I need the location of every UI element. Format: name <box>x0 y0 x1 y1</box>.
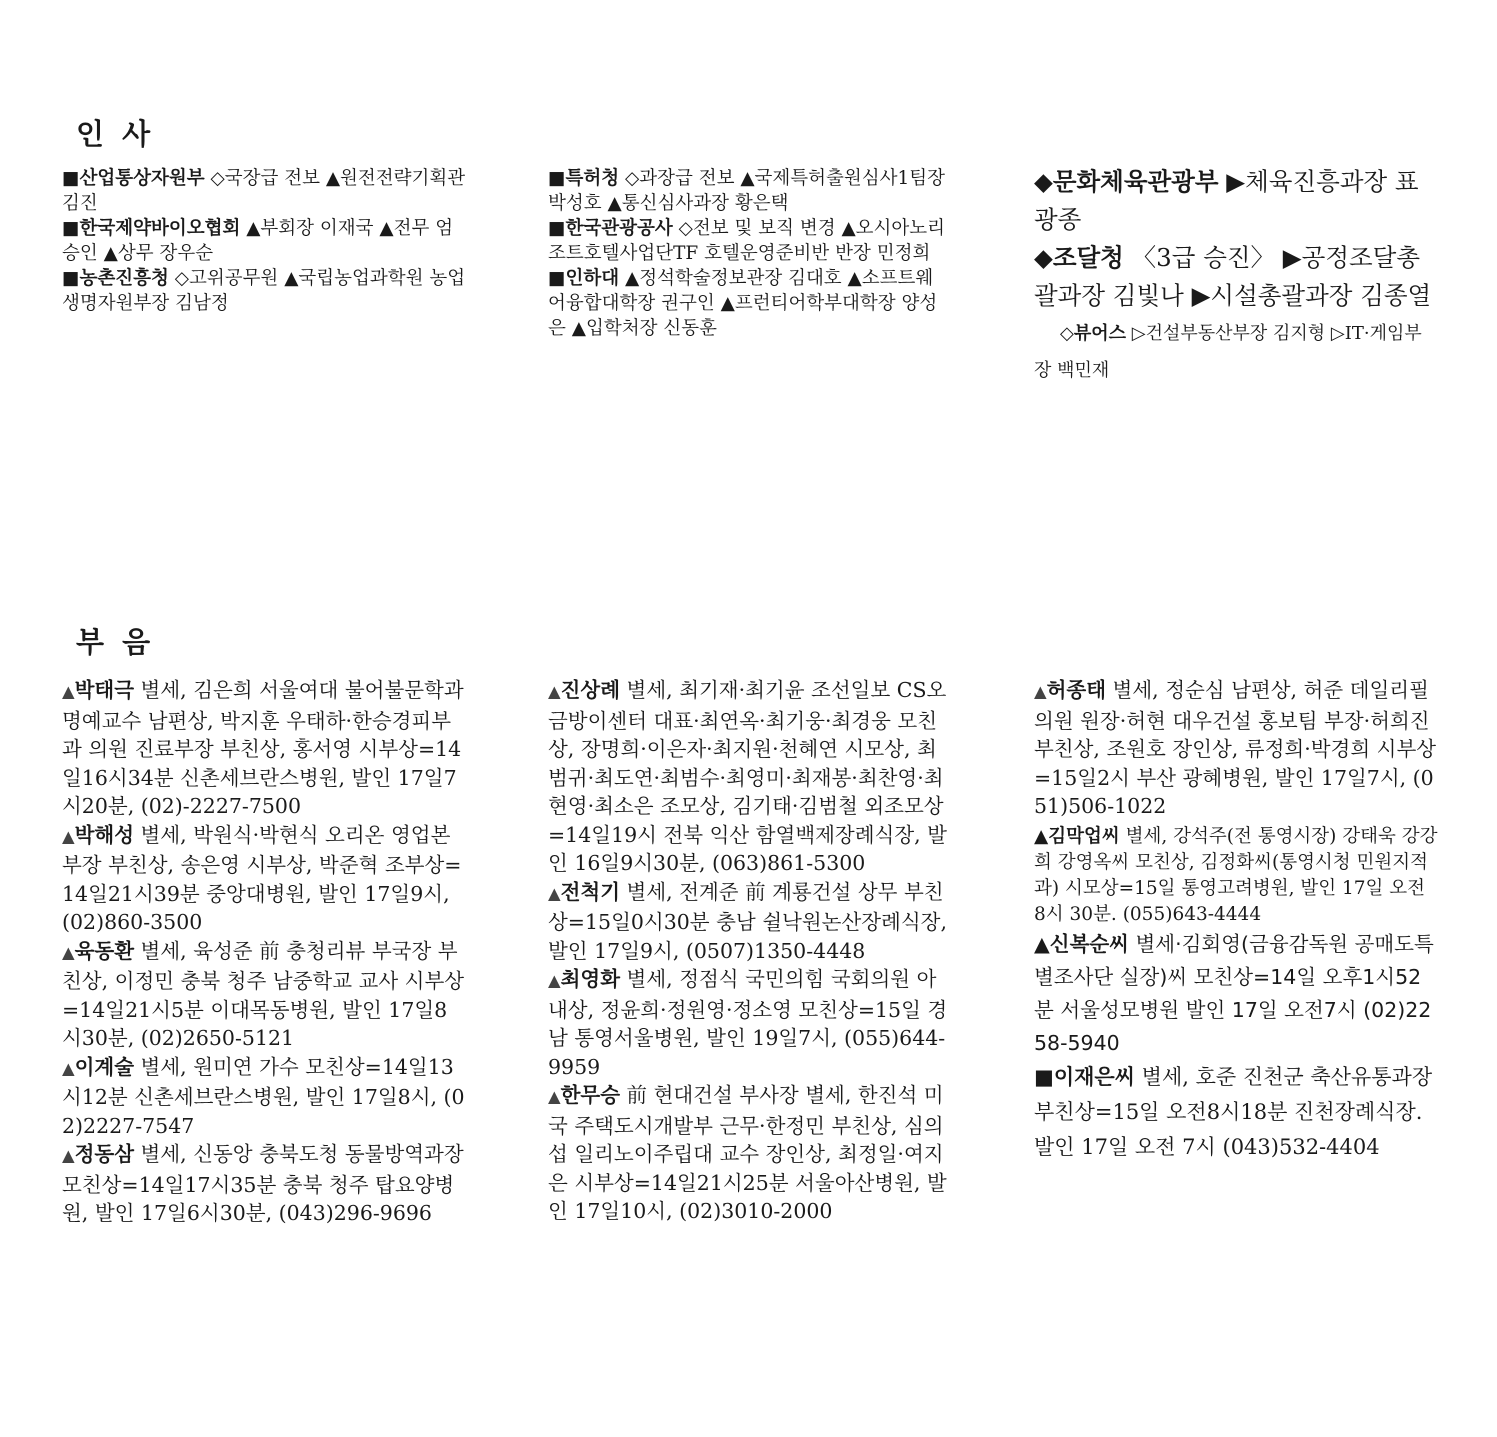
insa-entry <box>548 216 948 266</box>
obituary-lead: 별세, <box>134 938 194 963</box>
organization-name: 한국제약바이오협회 <box>79 218 241 239</box>
insa-entry <box>62 266 467 316</box>
triangle-bullet-icon: ▲ <box>548 971 561 990</box>
appointment-text: ▶체육진흥과장 표광종 <box>1034 167 1419 234</box>
obituary-details: 한진석 미국 주택도시개발부 근무·한정민 부친상, 심의섭 일리노이주립대 교수 장인상, 최정일·여지은 시부상=14일21시25분 서울아산병원, 발인 17일10시, (02)3010-2000 <box>548 1083 947 1223</box>
insa-entry <box>62 166 467 216</box>
obituary-entry <box>548 965 948 1081</box>
appointment-text: ◇고위공무원 ▲국립농업과학원 농업생명자원부장 김남정 <box>62 268 466 314</box>
triangle-bullet-icon: ▲ <box>1034 682 1047 701</box>
obituary-entry <box>62 1140 467 1228</box>
deceased-name: 육동환 <box>74 938 135 963</box>
organization-name: 조달청 <box>1052 243 1124 272</box>
deceased-name: 최영화 <box>560 967 621 991</box>
organization-name: 산업통상자원부 <box>79 168 205 189</box>
obituary-entry <box>1034 928 1439 1060</box>
section-heading-insa: 인 사 <box>76 117 155 151</box>
obituary-details: 강석주(전 통영시장) 강태욱 강강희 강영옥씨 모친상, 김정화씨(통영시청 민원지적과) 시모상=15일 통영고려병원, 발인 17일 오전 8시 30분. (055)643-4444 <box>1034 825 1438 925</box>
insa-column-2 <box>548 166 948 341</box>
insa-entry <box>1034 163 1439 239</box>
deceased-name: 신복순씨 <box>1049 931 1129 956</box>
bueum-column-3 <box>1034 676 1439 1165</box>
deceased-name: 전척기 <box>560 879 621 904</box>
obituary-entry <box>62 676 467 821</box>
deceased-name: 김막업씨 <box>1048 825 1120 847</box>
obituary-lead: 별세, <box>1106 678 1166 702</box>
bueum-column-1 <box>62 676 467 1228</box>
obituary-lead: 별세, <box>134 678 194 702</box>
obituary-entry <box>1034 1060 1439 1165</box>
triangle-bullet-icon: ▲ <box>548 1087 561 1106</box>
insa-entry <box>1034 315 1439 389</box>
triangle-bullet-icon: ▲ <box>548 682 561 701</box>
triangle-bullet-icon: ▲ <box>62 942 75 962</box>
hollow-diamond-bullet-icon: ◇ <box>1060 323 1074 344</box>
organization-name: 뷰어스 <box>1073 323 1127 344</box>
diamond-bullet-icon: ◆ <box>1034 167 1053 196</box>
appointment-text: ▲정석학술정보관장 김대호 ▲소프트웨어융합대학장 권구인 ▲프런티어학부대학장 양성은 ▲입학처장 신동훈 <box>548 268 938 339</box>
deceased-name: 이계술 <box>74 1054 135 1079</box>
obituary-lead: 별세, <box>134 822 194 847</box>
appointment-text: ▷건설부동산부장 김지형 ▷IT·게임부장 백민재 <box>1034 323 1422 381</box>
obituary-lead: 별세, <box>620 678 680 702</box>
appointment-text: ▲부회장 이재국 ▲전무 엄승인 ▲상무 장우순 <box>62 218 454 264</box>
square-bullet-icon: ■ <box>548 168 566 189</box>
triangle-bullet-icon: ▲ <box>1034 825 1049 847</box>
appointment-text: ◇과장급 전보 ▲국제특허출원심사1팀장 박성호 ▲통신심사과장 황은택 <box>548 168 946 214</box>
square-bullet-icon: ■ <box>548 218 566 239</box>
obituary-entry <box>548 1081 948 1226</box>
deceased-name: 정동삼 <box>74 1142 135 1166</box>
obituary-details: 신동앙 충북도청 동물방역과장 모친상=14일17시35분 충북 청주 탑요양병원, 발인 17일6시30분, (043)296-9696 <box>62 1142 464 1225</box>
insa-entry <box>1034 239 1439 315</box>
obituary-entry <box>1034 824 1439 928</box>
deceased-name: 박태극 <box>74 678 135 702</box>
obituary-lead: 별세, <box>1135 1064 1196 1089</box>
deceased-name: 진상례 <box>560 678 621 702</box>
obituary-entry <box>1034 676 1439 821</box>
triangle-bullet-icon: ▲ <box>62 1058 75 1078</box>
obituary-details: 육성준 前 충청리뷰 부국장 부친상, 이정민 충북 청주 남중학교 교사 시부상=14일21시5분 이대목동병원, 발인 17일8시30분, (02)2650-5121 <box>62 938 465 1050</box>
obituary-lead: 별세, <box>1119 825 1174 847</box>
section-heading-bueum: 부 음 <box>76 625 155 659</box>
obituary-details: 원미연 가수 모친상=14일13시12분 신촌세브란스병원, 발인 17일8시, (02)2227-7547 <box>62 1054 465 1138</box>
insa-column-1 <box>62 166 467 316</box>
organization-name: 한국관광공사 <box>565 218 673 239</box>
appointment-text: 〈3급 승진〉 ▶공정조달총괄과장 김빛나 ▶시설총괄과장 김종열 <box>1034 243 1432 310</box>
square-bullet-icon: ■ <box>62 268 80 289</box>
obituary-entry <box>62 821 467 937</box>
obituary-entry <box>62 937 467 1053</box>
obituary-lead: 별세, <box>134 1054 194 1079</box>
square-bullet-icon: ■ <box>1034 1064 1054 1089</box>
organization-name: 문화체육관광부 <box>1052 167 1219 196</box>
triangle-bullet-icon: ▲ <box>548 883 561 903</box>
insa-entry <box>548 266 948 341</box>
obituary-lead: 前 현대건설 부사장 별세, <box>620 1083 858 1107</box>
triangle-bullet-icon: ▲ <box>62 826 75 846</box>
deceased-name: 박해성 <box>74 822 135 847</box>
obituary-details: 전계준 前 계룡건설 상무 부친상=15일0시30분 충남 쉴낙원논산장례식장, 발인 17일9시, (0507)1350-4448 <box>548 879 947 963</box>
organization-name: 특허청 <box>565 168 620 189</box>
bueum-column-2 <box>548 676 948 1226</box>
obituary-details: 김은희 서울여대 불어불문학과 명예교수 남편상, 박지훈 우태하·한승경피부과 의원 진료부장 부친상, 홍서영 시부상=14일16시34분 신촌세브란스병원, 발인 17일7시20분, (02)-2227-7500 <box>62 678 464 818</box>
obituary-lead: 별세, <box>134 1142 194 1166</box>
appointment-text: ◇국장급 전보 ▲원전전략기획관 김진 <box>62 168 466 214</box>
obituary-details: 최기재·최기윤 조선일보 CS오금방이센터 대표·최연옥·최기웅·최경웅 모친상, 장명희·이은자·최지원·천혜연 시모상, 최범귀·최도연·최범수·최영미·최재봉·최찬영·최현영·최소은 조모상, 김기태·김범철 외조모상=14일19시 전북 익산 함열백제장례식장, 발인 16일9시30분, (063)861-5300 <box>548 678 947 875</box>
insa-entry <box>548 166 948 216</box>
obituary-details: 김회영(금융감독원 공매도특별조사단 실장)씨 모친상=14일 오후1시52분 서울성모병원 발인 17일 오전7시 (02)2258-5940 <box>1034 931 1434 1055</box>
obituary-lead: 별세, <box>620 879 680 904</box>
diamond-bullet-icon: ◆ <box>1034 243 1053 272</box>
obituary-details: 정점식 국민의힘 국회의원 아내상, 정윤희·정원영·정소영 모친상=15일 경남 통영서울병원, 발인 19일7시, (055)644-9959 <box>548 967 948 1079</box>
obituary-lead: 별세, <box>620 967 680 991</box>
triangle-bullet-icon: ▲ <box>62 682 75 701</box>
obituary-entry <box>62 1053 467 1141</box>
insa-entry <box>62 216 467 266</box>
organization-name: 인하대 <box>565 268 620 289</box>
obituary-entry <box>548 676 948 878</box>
square-bullet-icon: ■ <box>62 168 80 189</box>
obituary-details: 정순심 남편상, 허준 데일리필의원 원장·허현 대우건설 홍보팀 부장·허희진 부친상, 조원호 장인상, 류정희·박경희 시부상=15일2시 부산 광혜병원, 발인 17일7시, (051)506-1022 <box>1034 678 1437 818</box>
organization-name: 농촌진흥청 <box>79 268 169 289</box>
deceased-name: 한무승 <box>560 1083 621 1107</box>
obituary-lead: 별세· <box>1128 931 1182 956</box>
obituary-details: 호준 진천군 축산유통과장 부친상=15일 오전8시18분 진천장례식장. 발인 17일 오전 7시 (043)532-4404 <box>1034 1064 1433 1159</box>
deceased-name: 허종태 <box>1046 678 1107 702</box>
appointment-text: ◇전보 및 보직 변경 ▲오시아노리조트호텔사업단TF 호텔운영준비반 반장 민정희 <box>548 218 946 264</box>
square-bullet-icon: ■ <box>548 268 566 289</box>
triangle-bullet-icon: ▲ <box>62 1146 75 1165</box>
triangle-bullet-icon: ▲ <box>1034 931 1050 956</box>
obituary-details: 박원식·박현식 오리온 영업본부장 부친상, 송은영 시부상, 박준혁 조부상=14일21시39분 중앙대병원, 발인 17일9시, (02)860-3500 <box>62 822 462 934</box>
deceased-name: 이재은씨 <box>1053 1064 1135 1089</box>
obituary-entry <box>548 878 948 966</box>
insa-column-3 <box>1034 163 1439 389</box>
square-bullet-icon: ■ <box>62 218 80 239</box>
